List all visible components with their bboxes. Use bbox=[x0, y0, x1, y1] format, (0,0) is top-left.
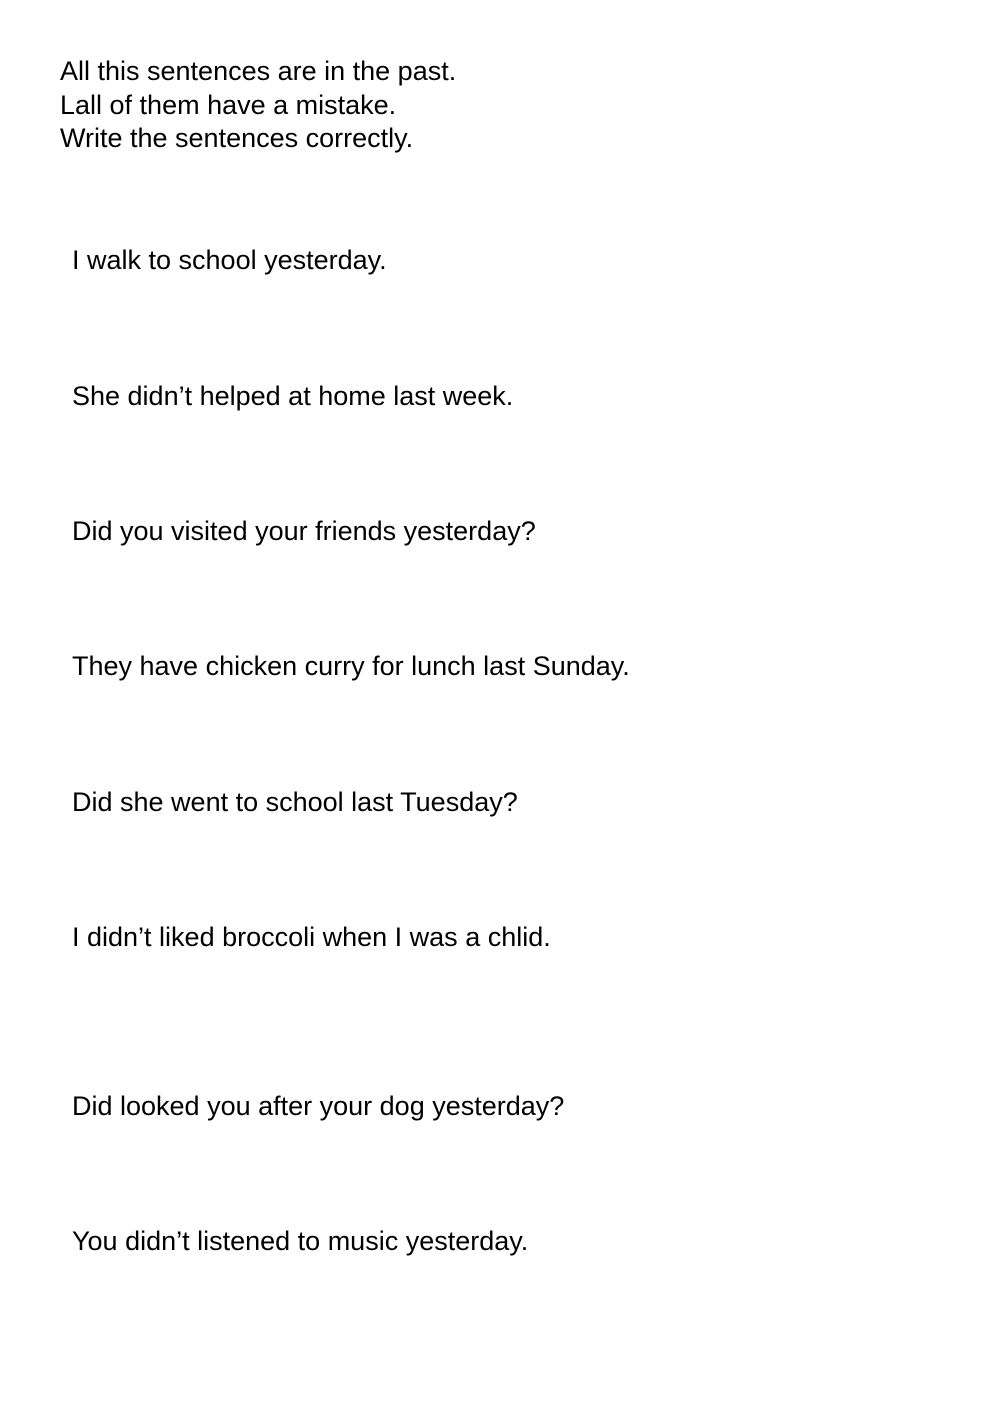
instruction-line-2: Lall of them have a mistake. bbox=[60, 89, 397, 120]
sentence-5: Did she went to school last Tuesday? bbox=[72, 787, 518, 817]
instructions bbox=[60, 55, 456, 156]
sentence-4: They have chicken curry for lunch last Sunday. bbox=[72, 651, 630, 681]
sentence-7: Did looked you after your dog yesterday? bbox=[72, 1091, 565, 1121]
sentence-8: You didn’t listened to music yesterday. bbox=[72, 1226, 529, 1256]
sentence-2: She didn’t helped at home last week. bbox=[72, 381, 514, 411]
sentence-6: I didn’t liked broccoli when I was a chlid. bbox=[72, 922, 551, 952]
instruction-line-3: Write the sentences correctly. bbox=[60, 123, 414, 153]
sentence-3: Did you visited your friends yesterday? bbox=[72, 516, 536, 546]
instruction-line-1: All this sentences are in the past. bbox=[60, 56, 457, 86]
sentence-1: I walk to school yesterday. bbox=[72, 245, 387, 275]
